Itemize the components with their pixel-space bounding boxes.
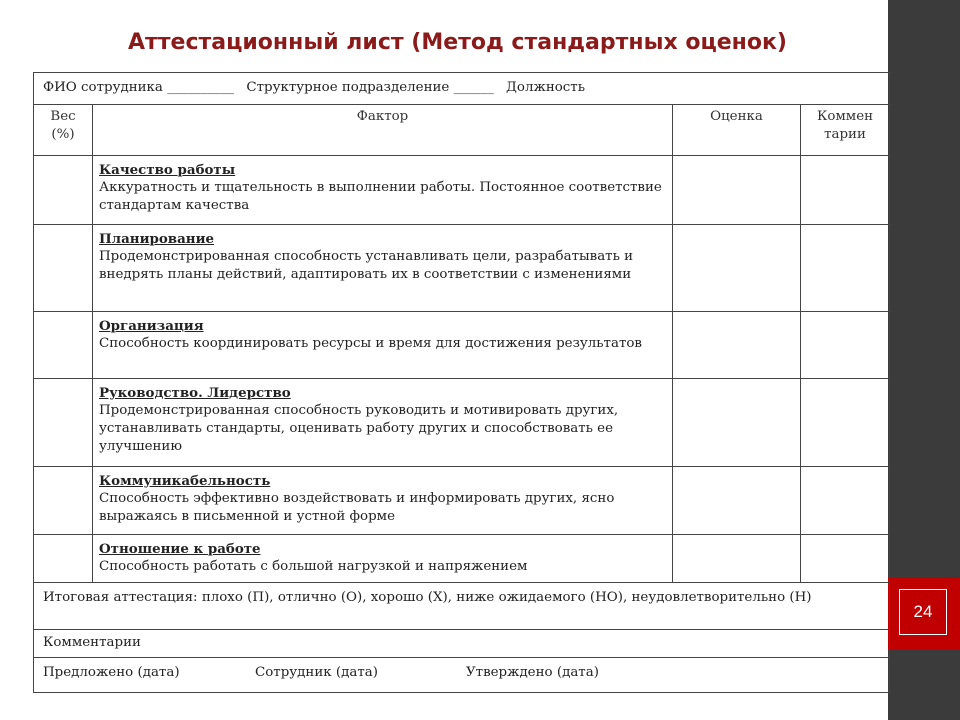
weight-cell[interactable] <box>34 225 93 312</box>
factor-cell <box>93 379 673 467</box>
score-cell[interactable] <box>673 156 801 225</box>
comment-cell[interactable] <box>801 312 890 379</box>
factor-name: Руководство. Лидерство <box>99 385 291 401</box>
table-row <box>34 156 890 225</box>
comment-cell[interactable] <box>801 467 890 535</box>
weight-cell[interactable] <box>34 467 93 535</box>
comments-row <box>34 630 890 658</box>
table-row <box>34 535 890 583</box>
factor-cell <box>93 225 673 312</box>
score-cell[interactable] <box>673 535 801 583</box>
factor-description: Продемонстрированная способность устанавливать цели, разрабатывать и внедрять планы действий, адаптировать их в соответствии с изменениями <box>99 249 634 282</box>
weight-cell[interactable] <box>34 535 93 583</box>
score-cell[interactable] <box>673 379 801 467</box>
position-field: Должность <box>506 80 586 95</box>
score-header: Оценка <box>673 105 801 156</box>
final-rating-row <box>34 583 890 630</box>
signature-row <box>34 658 890 693</box>
signature-cell <box>34 658 890 693</box>
weight-cell[interactable] <box>34 156 93 225</box>
page-number: 24 <box>899 589 947 635</box>
page-title: Аттестационный лист (Метод стандартных оценок) <box>128 30 787 55</box>
score-cell[interactable] <box>673 312 801 379</box>
table-row <box>34 225 890 312</box>
factor-name: Организация <box>99 318 204 334</box>
factor-description: Способность координировать ресурсы и время для достижения результатов <box>99 336 642 351</box>
table-row <box>34 379 890 467</box>
comment-cell[interactable] <box>801 225 890 312</box>
table-row <box>34 312 890 379</box>
score-cell[interactable] <box>673 467 801 535</box>
factor-description: Способность работать с большой нагрузкой и напряжением <box>99 559 528 574</box>
factor-description: Продемонстрированная способность руководить и мотивировать других, устанавливать стандарты, оценивать работу других и способствовать ее улучшению <box>99 403 619 454</box>
factor-cell <box>93 156 673 225</box>
comments-header: Коммен тарии <box>801 105 890 156</box>
weight-cell[interactable] <box>34 312 93 379</box>
factor-cell <box>93 535 673 583</box>
score-cell[interactable] <box>673 225 801 312</box>
factor-name: Коммуникабельность <box>99 473 271 489</box>
weight-header: Вес (%) <box>34 105 93 156</box>
comment-cell[interactable] <box>801 535 890 583</box>
proposed-date[interactable]: Предложено (дата) <box>43 665 180 680</box>
department-field: Структурное подразделение ______ <box>246 80 494 95</box>
factor-cell <box>93 467 673 535</box>
comments-field[interactable]: Комментарии <box>34 630 890 658</box>
approved-date[interactable]: Утверждено (дата) <box>466 665 599 680</box>
employee-info-row <box>34 73 890 105</box>
comment-cell[interactable] <box>801 379 890 467</box>
factor-name: Качество работы <box>99 162 236 178</box>
table-row <box>34 467 890 535</box>
factor-header: Фактор <box>93 105 673 156</box>
weight-cell[interactable] <box>34 379 93 467</box>
employee-date[interactable]: Сотрудник (дата) <box>255 665 378 680</box>
factor-name: Отношение к работе <box>99 541 261 557</box>
factor-description: Способность эффективно воздействовать и информировать других, ясно выражаясь в письменной и устной форме <box>99 491 615 524</box>
factor-cell <box>93 312 673 379</box>
employee-field: ФИО сотрудника __________ <box>43 80 235 95</box>
final-rating-text[interactable]: Итоговая аттестация: плохо (П), отлично (О), хорошо (Х), ниже ожидаемого (НО), неудовлетворительно (Н) <box>34 583 890 630</box>
page-number-badge <box>888 577 960 649</box>
factor-description: Аккуратность и тщательность в выполнении работы. Постоянное соответствие стандартам качества <box>99 180 662 213</box>
comment-cell[interactable] <box>801 156 890 225</box>
attestation-table <box>33 72 890 693</box>
factor-name: Планирование <box>99 231 215 247</box>
column-header-row <box>34 105 890 156</box>
